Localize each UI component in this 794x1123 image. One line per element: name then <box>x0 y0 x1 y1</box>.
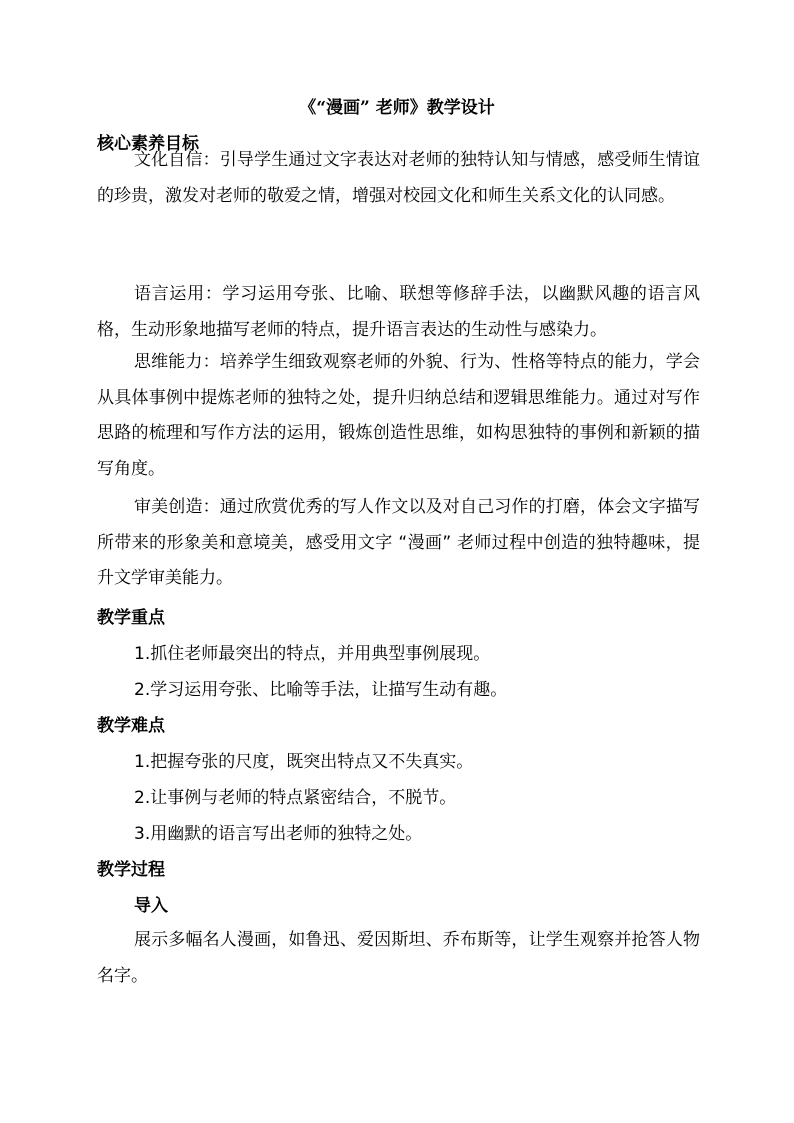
list-item: 3.用幽默的语言写出老师的独特之处。 <box>134 824 423 844</box>
section-heading-process: 教学过程 <box>97 860 165 880</box>
section-heading-core-goals: 核心素养目标 <box>97 134 199 154</box>
paragraph-introduction: 展示多幅名人漫画，如鲁迅、爱因斯坦、乔布斯等，让学生观察并抢答人物名字。 <box>97 930 700 986</box>
section-heading-difficulties: 教学难点 <box>97 716 165 736</box>
section-heading-key-points: 教学重点 <box>97 608 165 628</box>
list-item: 2.让事例与老师的特点紧密结合，不脱节。 <box>134 788 457 808</box>
paragraph-thinking-ability: 思维能力：培养学生细致观察老师的外貌、行为、性格等特点的能力，学会从具体事例中提炼老师的独特之处，提升归纳总结和逻辑思维能力。通过对写作思路的梳理和写作方法的运用，锻炼创造性思维，如构思独特的事例和新颖的描写角度。 <box>97 352 700 479</box>
list-item: 1.把握夸张的尺度，既突出特点又不失真实。 <box>134 752 474 772</box>
paragraph-language-use: 语言运用：学习运用夸张、比喻、联想等修辞手法，以幽默风趣的语言风格，生动形象地描写老师的特点，提升语言表达的生动性与感染力。 <box>97 284 700 340</box>
list-item: 2.学习运用夸张、比喻等手法，让描写生动有趣。 <box>134 680 508 700</box>
paragraph-cultural-confidence: 文化自信：引导学生通过文字表达对老师的独特认知与情感，感受师生情谊的珍贵，激发对老师的敬爱之情，增强对校园文化和师生关系文化的认同感。 <box>97 150 700 206</box>
list-item: 1.抓住老师最突出的特点，并用典型事例展现。 <box>134 644 491 664</box>
paragraph-aesthetic-creation: 审美创造：通过欣赏优秀的写人作文以及对自己习作的打磨，体会文字描写所带来的形象美和意境美，感受用文字 “漫画” 老师过程中创造的独特趣味，提升文学审美能力。 <box>97 497 700 588</box>
subheading-introduction: 导入 <box>134 896 168 916</box>
document-title: 《“漫画” 老师》教学设计 <box>299 98 495 118</box>
